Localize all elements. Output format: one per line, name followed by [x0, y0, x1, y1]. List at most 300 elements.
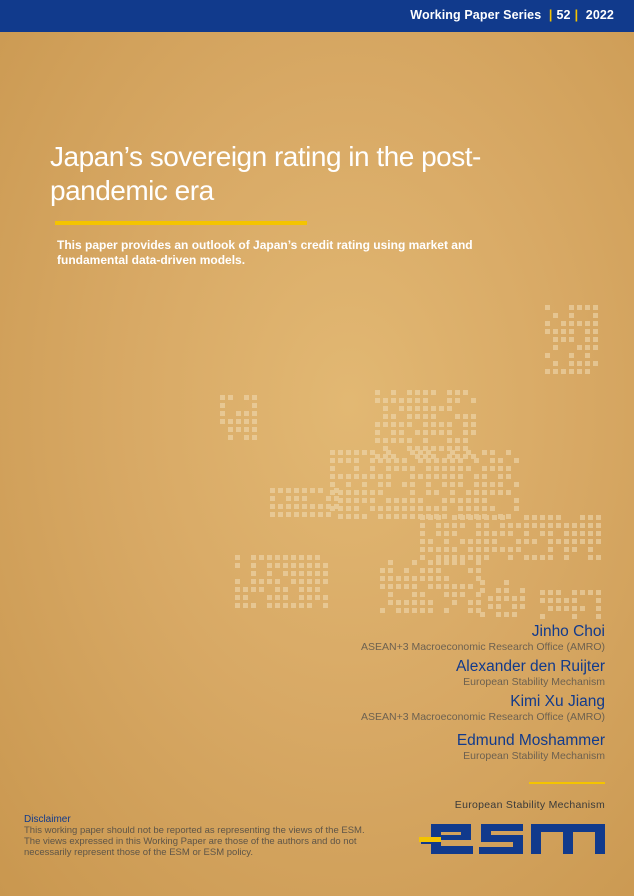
- map-dot: [500, 515, 505, 520]
- map-dot: [275, 579, 280, 584]
- map-dot: [504, 580, 509, 585]
- map-dot: [588, 523, 593, 528]
- map-dot: [460, 592, 465, 597]
- map-dot: [286, 504, 291, 509]
- map-dot: [354, 506, 359, 511]
- map-dot: [388, 584, 393, 589]
- map-dot: [439, 422, 444, 427]
- map-dot: [418, 498, 423, 503]
- map-dot: [283, 603, 288, 608]
- map-dot: [480, 588, 485, 593]
- paper-subtitle: This paper provides an outlook of Japan’s credit rating using market and fundamental data-driven models.: [57, 238, 473, 267]
- map-dot: [520, 588, 525, 593]
- author-name: Edmund Moshammer: [456, 732, 605, 749]
- map-dot: [294, 504, 299, 509]
- map-dot: [267, 563, 272, 568]
- map-dot: [540, 590, 545, 595]
- map-dot: [378, 514, 383, 519]
- map-dot: [418, 458, 423, 463]
- map-dot: [540, 614, 545, 619]
- map-dot: [474, 458, 479, 463]
- map-dot: [334, 496, 339, 501]
- map-dot: [380, 584, 385, 589]
- author-name: Kimi Xu Jiang: [510, 693, 605, 710]
- map-dot: [458, 458, 463, 463]
- map-dot: [391, 430, 396, 435]
- map-dot: [450, 490, 455, 495]
- map-dot: [394, 506, 399, 511]
- map-dot: [354, 458, 359, 463]
- map-dot: [378, 506, 383, 511]
- map-dot: [476, 600, 481, 605]
- map-dot: [294, 512, 299, 517]
- map-dot: [447, 406, 452, 411]
- map-dot: [569, 353, 574, 358]
- map-dot: [468, 555, 473, 560]
- map-dot: [436, 560, 441, 565]
- map-dot: [220, 395, 225, 400]
- map-dot: [299, 563, 304, 568]
- map-dot: [402, 482, 407, 487]
- map-dot: [346, 450, 351, 455]
- map-dot: [235, 595, 240, 600]
- map-dot: [310, 512, 315, 517]
- map-dot: [490, 482, 495, 487]
- map-dot: [452, 600, 457, 605]
- map-dot: [410, 506, 415, 511]
- map-dot: [259, 579, 264, 584]
- map-dot: [388, 568, 393, 573]
- map-dot: [577, 345, 582, 350]
- map-dot: [315, 555, 320, 560]
- map-dot: [259, 587, 264, 592]
- map-dot: [588, 590, 593, 595]
- map-dot: [463, 438, 468, 443]
- map-dot: [370, 474, 375, 479]
- map-dot: [283, 563, 288, 568]
- map-dot: [370, 490, 375, 495]
- map-dot: [251, 563, 256, 568]
- map-dot: [450, 474, 455, 479]
- map-dot: [410, 474, 415, 479]
- map-dot: [496, 596, 501, 601]
- map-dot: [418, 474, 423, 479]
- map-dot: [388, 600, 393, 605]
- map-dot: [428, 568, 433, 573]
- map-dot: [439, 430, 444, 435]
- map-dot: [252, 411, 257, 416]
- map-dot: [396, 608, 401, 613]
- map-dot: [302, 496, 307, 501]
- map-dot: [577, 305, 582, 310]
- map-dot: [378, 458, 383, 463]
- map-dot: [569, 313, 574, 318]
- map-dot: [474, 474, 479, 479]
- map-dot: [484, 523, 489, 528]
- map-dot: [299, 555, 304, 560]
- map-dot: [375, 390, 380, 395]
- map-dot: [404, 576, 409, 581]
- map-dot: [291, 579, 296, 584]
- map-dot: [423, 390, 428, 395]
- map-dot: [278, 488, 283, 493]
- map-dot: [235, 579, 240, 584]
- map-dot: [442, 498, 447, 503]
- map-dot: [471, 398, 476, 403]
- paper-title: Japan’s sovereign rating in the post-pandemic era: [50, 141, 481, 206]
- map-dot: [498, 482, 503, 487]
- map-dot: [444, 555, 449, 560]
- map-dot: [220, 419, 225, 424]
- map-dot: [508, 531, 513, 536]
- map-dot: [410, 450, 415, 455]
- map-dot: [532, 555, 537, 560]
- map-dot: [484, 515, 489, 520]
- map-dot: [270, 496, 275, 501]
- map-dot: [275, 563, 280, 568]
- map-dot: [291, 603, 296, 608]
- map-dot: [471, 430, 476, 435]
- map-dot: [455, 414, 460, 419]
- map-dot: [444, 523, 449, 528]
- map-dot: [315, 571, 320, 576]
- map-dot: [577, 361, 582, 366]
- map-dot: [286, 512, 291, 517]
- map-dot: [386, 514, 391, 519]
- author-entry: [205, 693, 605, 724]
- map-dot: [307, 571, 312, 576]
- map-dot: [235, 563, 240, 568]
- map-dot: [423, 422, 428, 427]
- map-dot: [423, 398, 428, 403]
- map-dot: [580, 531, 585, 536]
- map-dot: [426, 474, 431, 479]
- map-dot: [476, 568, 481, 573]
- map-dot: [476, 523, 481, 528]
- map-dot: [561, 321, 566, 326]
- map-dot: [426, 482, 431, 487]
- map-dot: [488, 604, 493, 609]
- map-dot: [444, 560, 449, 565]
- map-dot: [404, 584, 409, 589]
- map-dot: [593, 329, 598, 334]
- map-dot: [338, 474, 343, 479]
- map-dot: [275, 555, 280, 560]
- map-dot: [553, 361, 558, 366]
- map-dot: [338, 514, 343, 519]
- map-dot: [548, 606, 553, 611]
- map-dot: [270, 512, 275, 517]
- series-name: Working Paper Series: [410, 8, 542, 22]
- map-dot: [508, 523, 513, 528]
- map-dot: [334, 504, 339, 509]
- map-dot: [362, 514, 367, 519]
- map-dot: [378, 490, 383, 495]
- map-dot: [569, 329, 574, 334]
- map-dot: [596, 539, 601, 544]
- map-dot: [378, 474, 383, 479]
- map-dot: [524, 539, 529, 544]
- map-dot: [299, 595, 304, 600]
- map-dot: [482, 506, 487, 511]
- map-dot: [476, 555, 481, 560]
- map-dot: [498, 466, 503, 471]
- map-dot: [588, 547, 593, 552]
- map-dot: [354, 490, 359, 495]
- map-dot: [569, 321, 574, 326]
- map-dot: [512, 604, 517, 609]
- map-dot: [458, 482, 463, 487]
- map-dot: [334, 488, 339, 493]
- map-dot: [291, 563, 296, 568]
- map-dot: [556, 598, 561, 603]
- map-dot: [569, 369, 574, 374]
- map-dot: [596, 515, 601, 520]
- map-dot: [396, 600, 401, 605]
- map-dot: [548, 523, 553, 528]
- map-dot: [476, 539, 481, 544]
- map-dot: [251, 555, 256, 560]
- map-dot: [375, 438, 380, 443]
- map-dot: [330, 458, 335, 463]
- title-underline: [55, 221, 307, 225]
- map-dot: [251, 587, 256, 592]
- map-dot: [548, 515, 553, 520]
- map-dot: [420, 600, 425, 605]
- map-dot: [291, 571, 296, 576]
- map-dot: [572, 547, 577, 552]
- map-dot: [307, 595, 312, 600]
- map-dot: [498, 474, 503, 479]
- map-dot: [463, 422, 468, 427]
- map-dot: [460, 523, 465, 528]
- map-dot: [482, 498, 487, 503]
- map-dot: [294, 488, 299, 493]
- map-dot: [524, 555, 529, 560]
- map-dot: [383, 406, 388, 411]
- map-dot: [326, 504, 331, 509]
- map-dot: [436, 584, 441, 589]
- map-dot: [466, 506, 471, 511]
- map-dot: [455, 438, 460, 443]
- map-dot: [330, 474, 335, 479]
- map-dot: [585, 305, 590, 310]
- map-dot: [420, 523, 425, 528]
- map-dot: [548, 598, 553, 603]
- author-entry: [205, 623, 605, 654]
- map-dot: [380, 608, 385, 613]
- map-dot: [415, 414, 420, 419]
- map-dot: [596, 606, 601, 611]
- map-dot: [402, 458, 407, 463]
- map-dot: [480, 612, 485, 617]
- author-list: [205, 623, 605, 767]
- map-dot: [463, 414, 468, 419]
- map-dot: [580, 590, 585, 595]
- map-dot: [468, 547, 473, 552]
- map-dot: [490, 466, 495, 471]
- map-dot: [508, 555, 513, 560]
- map-dot: [506, 490, 511, 495]
- author-affiliation: European Stability Mechanism: [463, 750, 605, 762]
- map-dot: [423, 438, 428, 443]
- map-dot: [252, 419, 257, 424]
- map-dot: [307, 555, 312, 560]
- esm-logo-icon: [419, 818, 607, 860]
- map-dot: [404, 600, 409, 605]
- map-dot: [330, 466, 335, 471]
- map-dot: [383, 414, 388, 419]
- map-dot: [585, 329, 590, 334]
- map-dot: [577, 369, 582, 374]
- map-dot: [593, 361, 598, 366]
- map-dot: [516, 523, 521, 528]
- map-dot: [386, 474, 391, 479]
- map-dot: [323, 595, 328, 600]
- author-name: Jinho Choi: [531, 623, 605, 640]
- map-dot: [415, 430, 420, 435]
- map-dot: [375, 430, 380, 435]
- map-dot: [420, 531, 425, 536]
- map-dot: [407, 390, 412, 395]
- map-dot: [394, 498, 399, 503]
- map-dot: [572, 598, 577, 603]
- map-dot: [436, 576, 441, 581]
- map-dot: [407, 406, 412, 411]
- map-dot: [399, 398, 404, 403]
- map-dot: [386, 450, 391, 455]
- map-dot: [444, 584, 449, 589]
- separator: |: [548, 8, 553, 22]
- map-dot: [243, 595, 248, 600]
- map-dot: [252, 427, 257, 432]
- map-dot: [506, 514, 511, 519]
- map-dot: [428, 600, 433, 605]
- map-dot: [267, 595, 272, 600]
- map-dot: [492, 515, 497, 520]
- map-dot: [447, 430, 452, 435]
- map-dot: [468, 539, 473, 544]
- map-dot: [431, 422, 436, 427]
- map-dot: [548, 531, 553, 536]
- map-dot: [450, 498, 455, 503]
- map-dot: [460, 555, 465, 560]
- map-dot: [596, 531, 601, 536]
- map-dot: [402, 498, 407, 503]
- map-dot: [580, 523, 585, 528]
- map-dot: [572, 531, 577, 536]
- map-dot: [471, 414, 476, 419]
- map-dot: [444, 531, 449, 536]
- map-dot: [302, 512, 307, 517]
- map-dot: [396, 576, 401, 581]
- map-dot: [520, 604, 525, 609]
- map-dot: [394, 514, 399, 519]
- map-dot: [404, 568, 409, 573]
- map-dot: [302, 504, 307, 509]
- map-dot: [561, 329, 566, 334]
- map-dot: [330, 482, 335, 487]
- map-dot: [235, 603, 240, 608]
- map-dot: [596, 523, 601, 528]
- map-dot: [354, 514, 359, 519]
- map-dot: [420, 547, 425, 552]
- map-dot: [452, 523, 457, 528]
- map-dot: [588, 539, 593, 544]
- map-dot: [410, 482, 415, 487]
- map-dot: [318, 504, 323, 509]
- map-dot: [596, 555, 601, 560]
- map-dot: [418, 506, 423, 511]
- map-dot: [540, 598, 545, 603]
- author-entry: [205, 658, 605, 689]
- map-dot: [402, 514, 407, 519]
- map-dot: [524, 523, 529, 528]
- map-dot: [490, 506, 495, 511]
- map-dot: [315, 579, 320, 584]
- map-dot: [244, 419, 249, 424]
- map-dot: [383, 398, 388, 403]
- map-dot: [466, 466, 471, 471]
- map-dot: [466, 490, 471, 495]
- map-dot: [545, 353, 550, 358]
- map-dot: [436, 531, 441, 536]
- map-dot: [540, 523, 545, 528]
- map-dot: [474, 490, 479, 495]
- map-dot: [484, 539, 489, 544]
- map-dot: [412, 600, 417, 605]
- map-dot: [323, 603, 328, 608]
- separator: |: [574, 8, 579, 22]
- map-dot: [593, 321, 598, 326]
- map-dot: [500, 523, 505, 528]
- map-dot: [474, 482, 479, 487]
- map-dot: [315, 587, 320, 592]
- map-dot: [452, 555, 457, 560]
- map-dot: [458, 498, 463, 503]
- map-dot: [455, 446, 460, 451]
- map-dot: [556, 539, 561, 544]
- map-dot: [540, 531, 545, 536]
- map-dot: [315, 595, 320, 600]
- map-dot: [380, 576, 385, 581]
- map-dot: [294, 496, 299, 501]
- map-dot: [556, 515, 561, 520]
- map-dot: [407, 398, 412, 403]
- map-dot: [476, 547, 481, 552]
- map-dot: [318, 488, 323, 493]
- map-dot: [532, 515, 537, 520]
- map-dot: [474, 506, 479, 511]
- map-dot: [561, 337, 566, 342]
- map-dot: [516, 547, 521, 552]
- map-dot: [236, 411, 241, 416]
- map-dot: [569, 305, 574, 310]
- map-dot: [428, 608, 433, 613]
- map-dot: [585, 345, 590, 350]
- map-dot: [420, 555, 425, 560]
- map-dot: [593, 337, 598, 342]
- map-dot: [270, 488, 275, 493]
- map-dot: [504, 588, 509, 593]
- map-dot: [251, 603, 256, 608]
- map-dot: [458, 466, 463, 471]
- map-dot: [498, 490, 503, 495]
- map-dot: [452, 515, 457, 520]
- map-dot: [412, 592, 417, 597]
- map-dot: [436, 547, 441, 552]
- map-dot: [428, 547, 433, 552]
